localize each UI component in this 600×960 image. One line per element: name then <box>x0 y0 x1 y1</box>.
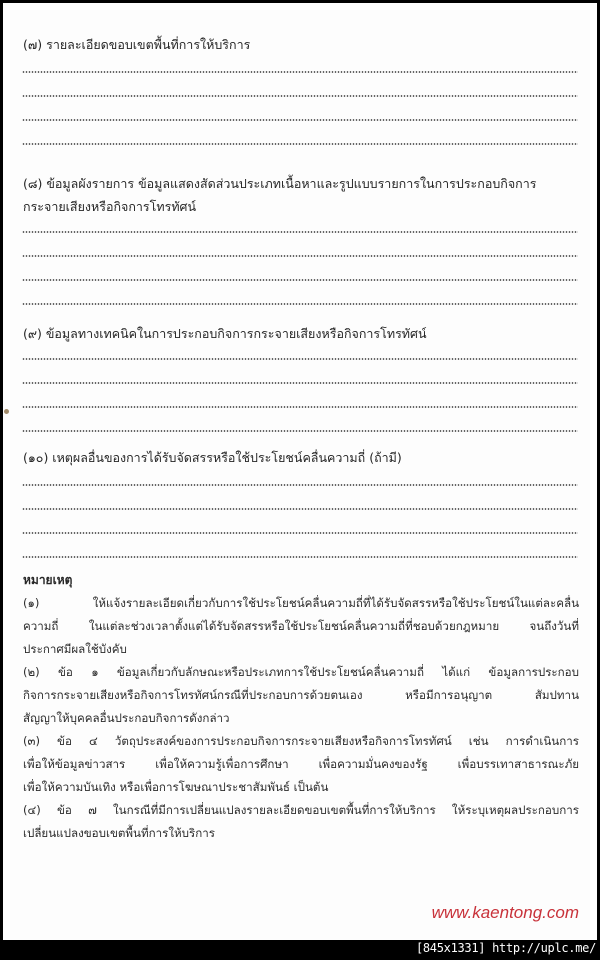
blank-line <box>22 508 578 510</box>
note-line: ความถี่ ในแต่ละช่วงเวลาตั้งแต่ได้รับจัดสรรหรือใช้ประโยชน์คลื่นความถี่ที่ชอบด้วยกฎหมาย จนถึงวันที่ <box>23 619 579 633</box>
watermark-link: www.kaentong.com <box>431 903 579 922</box>
section-7-heading: (๗) รายละเอียดขอบเขตพื้นที่การให้บริการ <box>23 37 251 52</box>
note-line: (๒) ข้อ ๑ ข้อมูลเกี่ยวกับลักษณะหรือประเภทการใช้ประโยชน์คลื่นความถี่ ได้แก่ ข้อมูลการประกอบ <box>23 665 579 679</box>
document-page <box>3 3 597 940</box>
paper-speck <box>4 409 9 414</box>
blank-line <box>22 406 578 408</box>
note-item-3 <box>23 730 579 799</box>
notes-title: หมายเหตุ <box>23 573 73 587</box>
blank-line <box>22 303 578 305</box>
blank-line <box>22 255 578 257</box>
section-8-heading-line2: กระจายเสียงหรือกิจการโทรทัศน์ <box>23 199 197 214</box>
blank-line <box>22 358 578 360</box>
note-line: สัญญาให้บุคคลอื่นประกอบกิจการดังกล่าว <box>23 711 230 725</box>
note-line: (๑) ให้แจ้งรายละเอียดเกี่ยวกับการใช้ประโยชน์คลื่นความถี่ที่ได้รับจัดสรรหรือใช้ประโยชน์ในแต่ละคลื่น <box>23 596 579 610</box>
note-line: เปลี่ยนแปลงขอบเขตพื้นที่การให้บริการ <box>23 826 216 840</box>
section-9-heading: (๙) ข้อมูลทางเทคนิคในการประกอบกิจการกระจายเสียงหรือกิจการโทรทัศน์ <box>23 326 427 341</box>
note-line: (๓) ข้อ ๔ วัตถุประสงค์ของการประกอบกิจการกระจายเสียงหรือกิจการโทรทัศน์ เช่น การดำเนินการ <box>23 734 579 748</box>
blank-line <box>22 95 578 97</box>
note-line: เพื่อให้ข้อมูลข่าวสาร เพื่อให้ความรู้เพื่อการศึกษา เพื่อความมั่นคงของรัฐ เพื่อบรรเทาสาธารณะภัย <box>23 757 579 771</box>
blank-line <box>22 71 578 73</box>
blank-line <box>22 143 578 145</box>
section-8-heading-line1: (๘) ข้อมูลผังรายการ ข้อมูลแสดงสัดส่วนประเภทเนื้อหาและรูปแบบรายการในการประกอบกิจการ <box>23 176 537 191</box>
note-line: เพื่อให้ความบันเทิง หรือเพื่อการโฆษณาประชาสัมพันธ์ เป็นต้น <box>23 780 329 794</box>
blank-line <box>22 279 578 281</box>
note-line: ประกาศมีผลใช้บังคับ <box>23 642 127 656</box>
footer-text: [845x1331] http://uplc.me/ <box>415 941 596 955</box>
blank-line <box>22 430 578 432</box>
blank-line <box>22 119 578 121</box>
blank-line <box>22 382 578 384</box>
image-host-footer <box>0 940 600 960</box>
blank-line <box>22 556 578 558</box>
note-item-4 <box>23 799 579 845</box>
blank-line <box>22 532 578 534</box>
note-line: กิจการกระจายเสียงหรือกิจการโทรทัศน์กรณีที่ประกอบการด้วยตนเอง หรือมีการอนุญาต สัมปทาน <box>23 688 579 702</box>
note-line: (๔) ข้อ ๗ ในกรณีที่มีการเปลี่ยนแปลงรายละเอียดขอบเขตพื้นที่การให้บริการ ให้ระบุเหตุผลประกอบการ <box>23 803 579 817</box>
blank-line <box>22 231 578 233</box>
blank-line <box>22 484 578 486</box>
note-item-2 <box>23 661 579 730</box>
note-item-1 <box>23 592 579 661</box>
section-10-heading: (๑๐) เหตุผลอื่นของการได้รับจัดสรรหรือใช้ประโยชน์คลื่นความถี่ (ถ้ามี) <box>23 450 402 465</box>
